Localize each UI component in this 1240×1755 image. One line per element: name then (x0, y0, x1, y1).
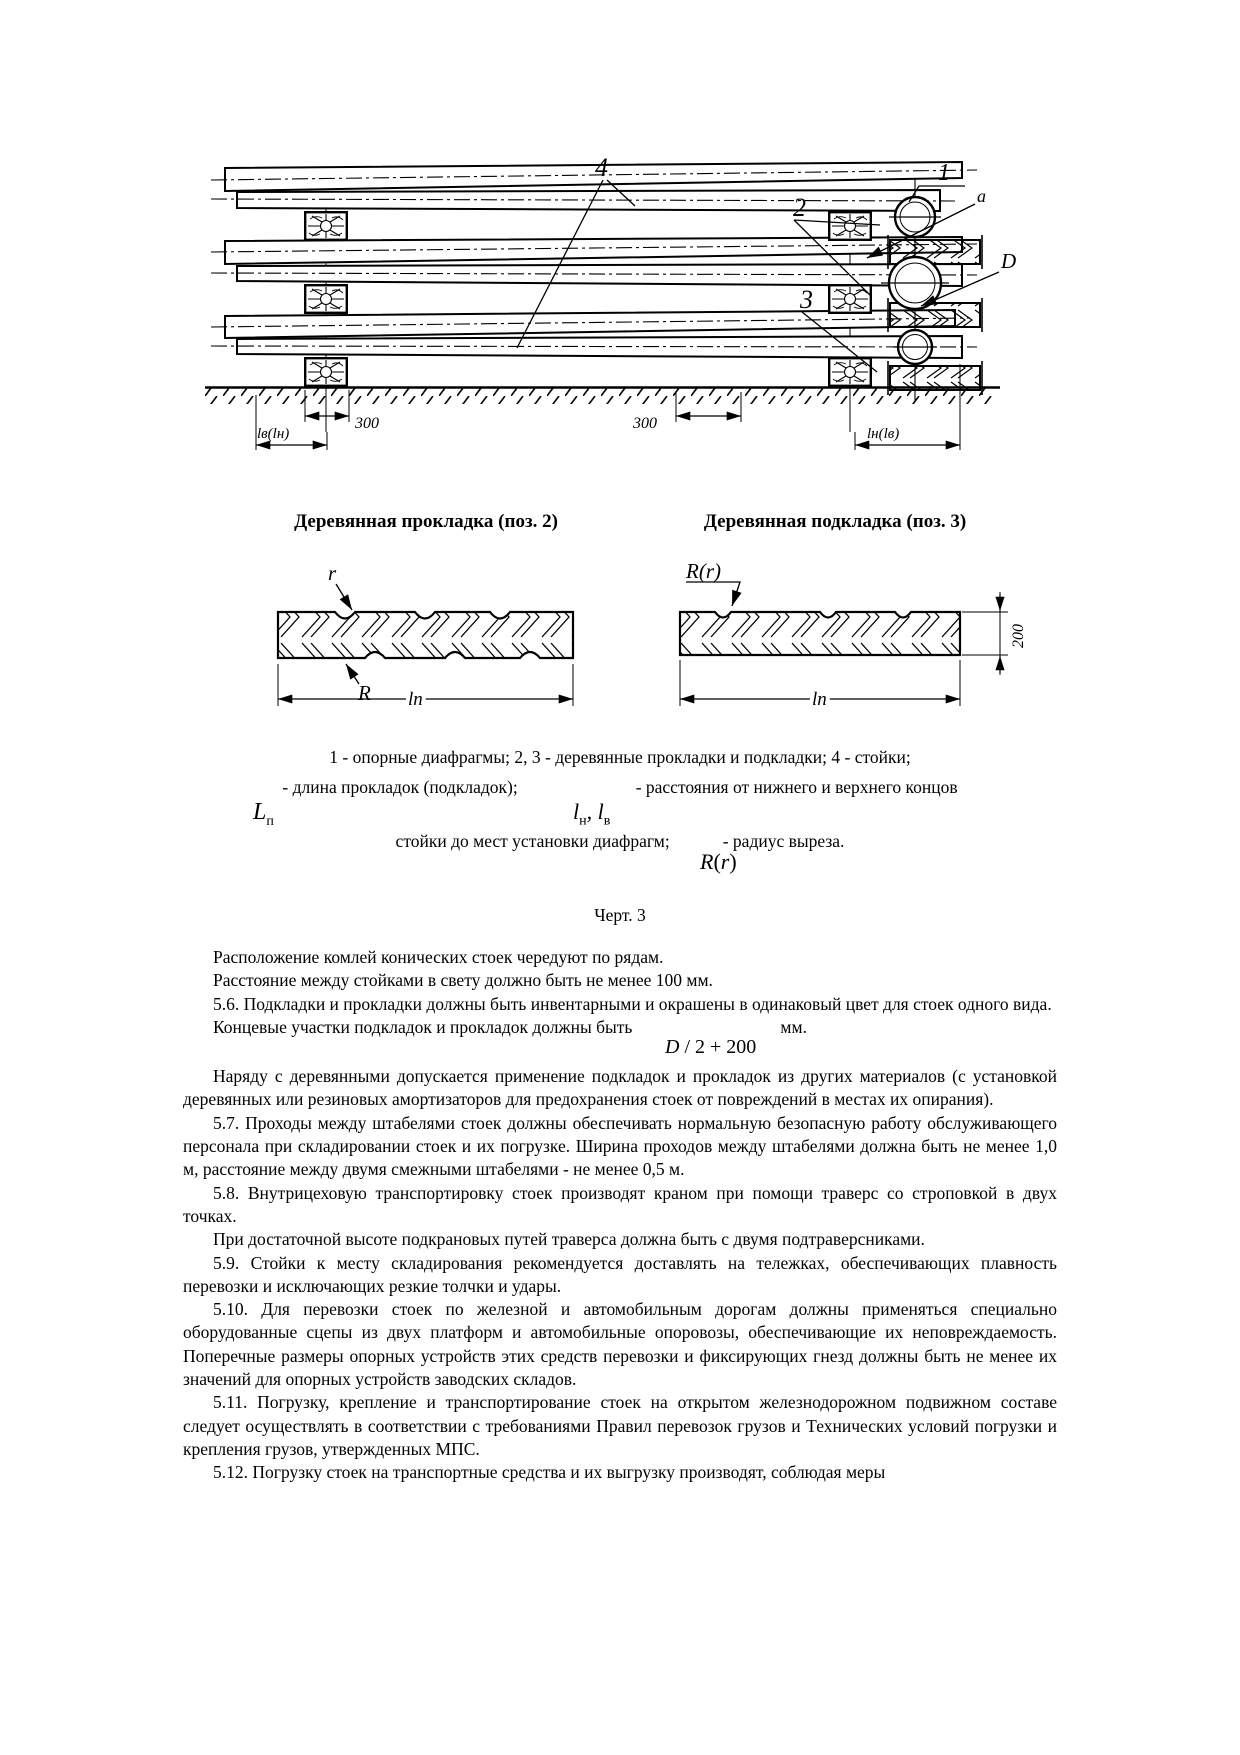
stack-storage-drawing (205, 140, 1035, 470)
paragraph: 5.12. Погрузку стоек на транспортные средства и их выгрузку производят, соблюдая меры (213, 1462, 886, 1483)
paragraph: 5.7. Проходы между штабелями стоек должны обеспечивать нормальную безопасную работу обслуживающего персонала при складировании стоек и их погрузке. Ширина проходов между штабелями должна быть не менее 1,0 м, расстояние между двумя смежными штабелями - не менее 0,5 м. (183, 1112, 1057, 1180)
svg-text:lн(lв): lн(lв) (867, 426, 900, 442)
spacer-pad-drawing (240, 548, 590, 716)
legend-line-1: 1 - опорные диафрагмы; 2, 3 - деревянные прокладки и подкладки; 4 - стойки; (329, 747, 911, 767)
legend-line-3: стойки до мест установки диафрагм; - радиус выреза. (395, 831, 845, 851)
ground-hatching (205, 388, 997, 404)
label-r: r (328, 561, 337, 585)
svg-text:lв(lн): lв(lн) (257, 426, 290, 442)
pad-outline (680, 612, 960, 655)
svg-text:300: 300 (355, 415, 379, 432)
figure-number: Черт. 3 (594, 905, 646, 925)
paragraph-with-formula: Концевые участки подкладок и прокладок должны быть мм. D / 2 + 200 (213, 1016, 807, 1058)
label-dim-D: D (1001, 249, 1017, 273)
label-dim-a: a (977, 186, 986, 206)
figure-legend (183, 742, 1057, 874)
dimension-200 (962, 592, 1027, 675)
paragraph: 5.11. Погрузку, крепление и транспортирование стоек на открытом железнодорожном подвижном составе следует осуществлять в соответствии с требованиями Правил перевозок грузов и Технических условий погрузки и крепления грузов, утвержденных МПС. (183, 1392, 1057, 1459)
formula-D2-200: D / 2 + 200 (665, 1035, 757, 1058)
formula-ln-lv: $l_н$, $l_в$ (573, 799, 611, 829)
paragraph: Расположение комлей конических стоек чередуют по рядам. (213, 947, 664, 967)
label-pos-2: 2 (793, 193, 806, 222)
paragraph: Наряду с деревянными допускается применение подкладок и прокладок из других материалов (с установкой деревянных или резиновых амортизаторов для предохранения стоек от повреждений в местах их опирания). (183, 1066, 1057, 1110)
svg-text:lп: lп (812, 689, 827, 710)
dimension-lp (680, 660, 960, 710)
pad-outline (278, 612, 573, 658)
base-pad-drawing (640, 548, 1050, 716)
body-text (183, 946, 1057, 1485)
figure2-caption: Деревянная прокладка (поз. 2) (294, 511, 558, 532)
paragraph: При достаточной высоте подкрановых путей траверса должна быть с двумя подтраверсниками. (213, 1229, 925, 1250)
label-pos-3: 3 (800, 285, 813, 314)
label-pos-4: 4 (595, 153, 608, 182)
svg-text:200: 200 (1010, 624, 1027, 648)
svg-text:lп: lп (408, 689, 423, 710)
label-pos-1: 1 (938, 160, 950, 186)
pole-logs (225, 162, 962, 358)
legend-line-2: - длина прокладок (подкладок); - расстояния от нижнего и верхнего концов (282, 777, 958, 797)
label-R: R (358, 681, 371, 705)
formula-R-r: R(r) (700, 849, 737, 874)
figure3-caption: Деревянная подкладка (поз. 3) (703, 511, 967, 532)
svg-text:300: 300 (633, 415, 657, 432)
dimension-lp (278, 664, 573, 710)
paragraph: 5.10. Для перевозки стоек по железной и автомобильным дорогам должны применяться специально оборудованные сцепы из двух платформ и автомобильные опоровозы, обеспечивающие их неповреждаемость. Поперечные размеры опорных устройств этих средств перевозки и фиксирующих гнезд должны быть не менее их значений для опорных устройств заводских складов. (183, 1299, 1057, 1390)
paragraph: Расстояние между стойками в свету должно быть не менее 100 мм. (213, 970, 713, 991)
paragraph: 5.8. Внутрицеховую транспортировку стоек производят краном при помощи траверс со строповкой в двух точках. (183, 1182, 1057, 1226)
label-R-r: R(r) (686, 559, 721, 583)
paragraph: 5.9. Стойки к месту складирования рекомендуется доставлять на тележках, обеспечивающих плавность перевозки и исключающих резкие толчки и удары. (183, 1252, 1057, 1296)
paragraph: 5.6. Подкладки и прокладки должны быть инвентарными и окрашены в одинаковый цвет для стоек одного вида. (213, 993, 1052, 1014)
formula-Lp: $L_п$ (253, 799, 274, 829)
